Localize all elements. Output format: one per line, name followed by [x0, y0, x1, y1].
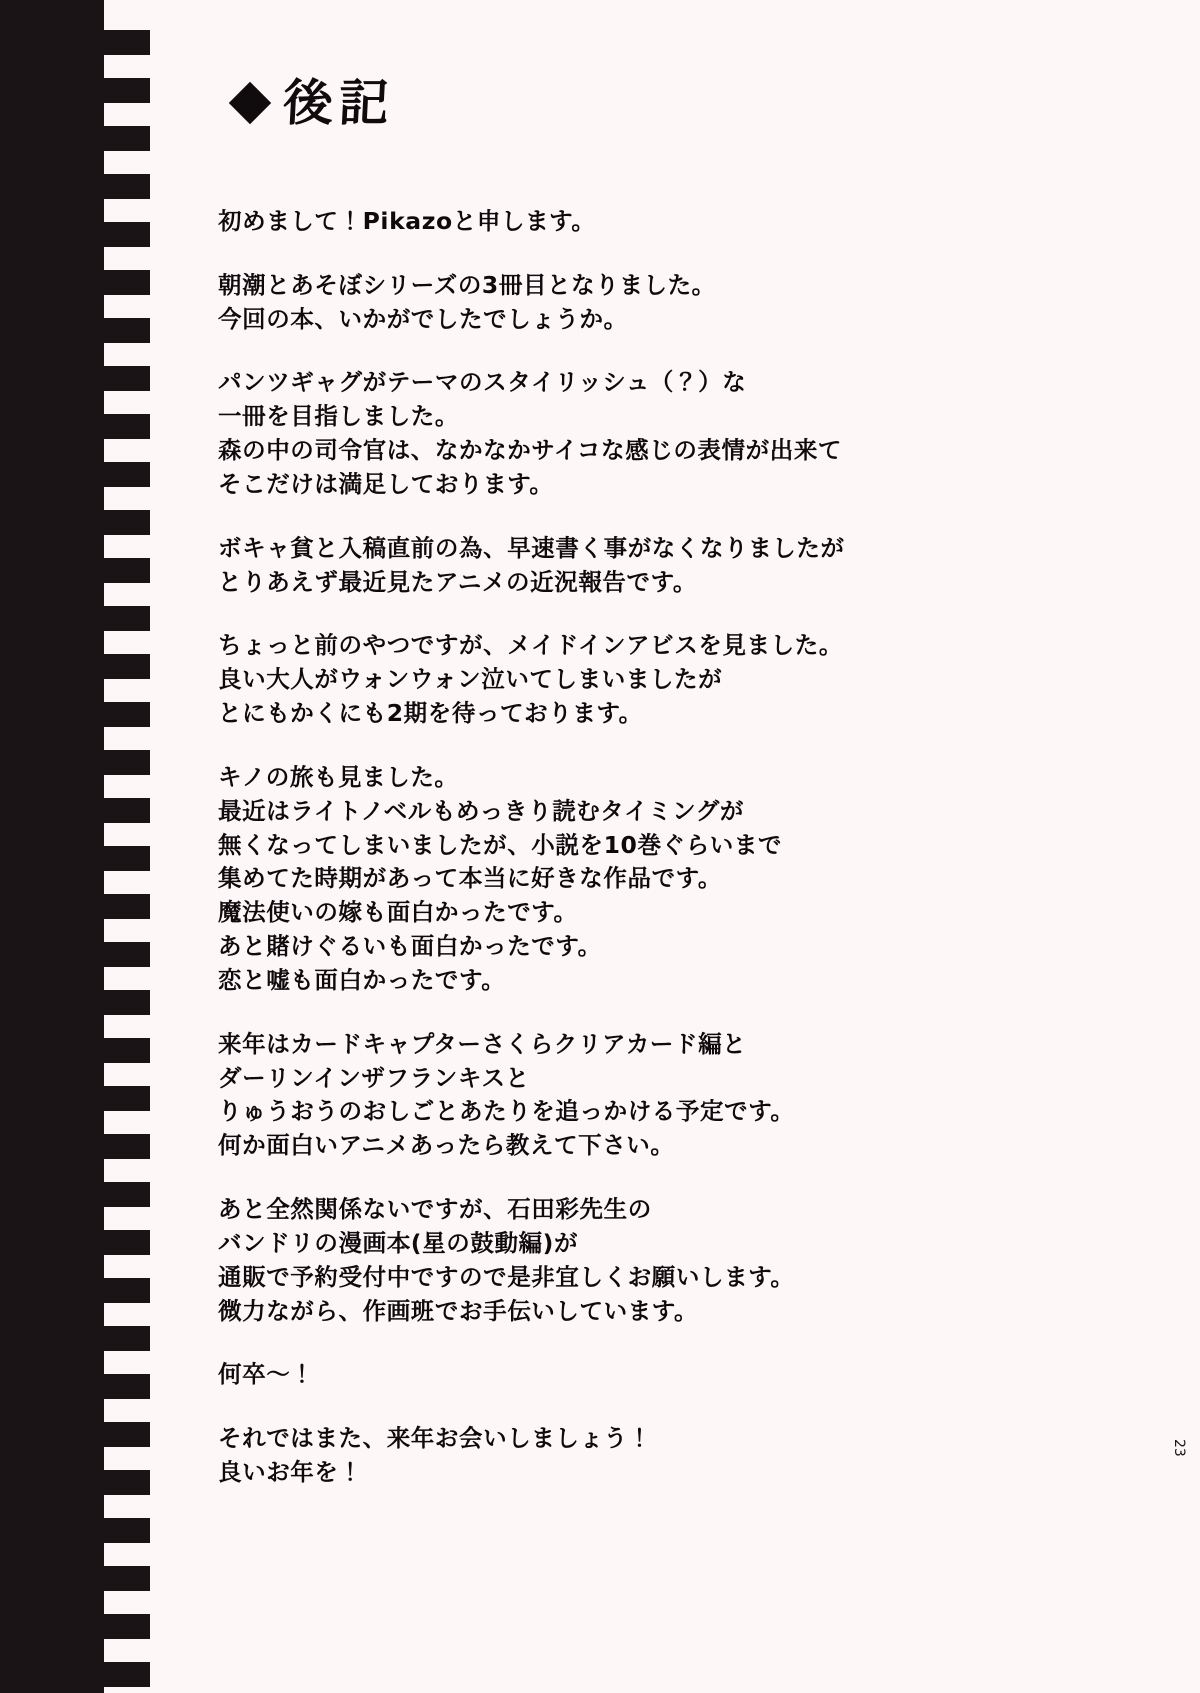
- tooth-mark: [104, 894, 150, 919]
- paragraph: [218, 205, 1118, 239]
- tooth-mark: [104, 318, 150, 343]
- paragraph: [218, 629, 1118, 730]
- section-heading: [235, 74, 397, 132]
- diamond-bullet-icon: [229, 82, 271, 124]
- paragraph: [218, 269, 1118, 337]
- tooth-mark: [104, 1566, 150, 1591]
- tooth-mark: [104, 1230, 150, 1255]
- tooth-mark: [104, 1278, 150, 1303]
- text-line: 今回の本、いかがでしたでしょうか。: [218, 304, 628, 333]
- tooth-mark: [104, 1614, 150, 1639]
- text-line: 初めまして！Pikazoと申します。: [218, 207, 596, 235]
- tooth-mark: [104, 654, 150, 679]
- text-line: 最近はライトノベルもめっきり読むタイミングが: [218, 796, 744, 825]
- tooth-mark: [104, 1422, 150, 1447]
- text-line: とにもかくにも2期を待っております。: [218, 699, 643, 728]
- text-line: あと全然関係ないですが、石田彩先生の: [218, 1195, 652, 1224]
- paragraph: [218, 1028, 1118, 1163]
- left-black-gutter: [0, 0, 104, 1693]
- tooth-mark: [104, 750, 150, 775]
- decorative-teeth-strip: [104, 0, 150, 1693]
- tooth-mark: [104, 1038, 150, 1063]
- page-number: 23: [1171, 1439, 1187, 1457]
- tooth-mark: [104, 990, 150, 1015]
- tooth-mark: [104, 30, 150, 55]
- tooth-mark: [104, 558, 150, 583]
- tooth-mark: [104, 1182, 150, 1207]
- paragraph: [218, 532, 1118, 600]
- text-line: とりあえず最近見たアニメの近況報告です。: [218, 567, 697, 596]
- paragraph: [218, 761, 1118, 998]
- tooth-mark: [104, 414, 150, 439]
- text-line: キノの旅も見ました。: [218, 762, 459, 791]
- text-line: 森の中の司令官は、なかなかサイコな感じの表情が出来て: [218, 436, 843, 465]
- tooth-mark: [104, 222, 150, 247]
- tooth-mark: [104, 1326, 150, 1351]
- tooth-mark: [104, 126, 150, 151]
- text-line: 恋と嘘も面白かったです。: [218, 965, 506, 994]
- text-line: ちょっと前のやつですが、メイドインアビスを見ました。: [218, 631, 843, 660]
- tooth-mark: [104, 846, 150, 871]
- text-line: 何卒〜！: [218, 1360, 315, 1389]
- text-line: 魔法使いの嫁も面白かったです。: [218, 898, 578, 927]
- tooth-mark: [104, 702, 150, 727]
- tooth-mark: [104, 606, 150, 631]
- tooth-mark: [104, 462, 150, 487]
- text-line: 通販で予約受付中ですので是非宜しくお願いします。: [218, 1262, 795, 1291]
- text-line: 良いお年を！: [218, 1458, 363, 1487]
- text-line: 朝潮とあそぼシリーズの3冊目となりました。: [218, 270, 716, 299]
- text-line: ダーリンインザフランキスと: [218, 1063, 530, 1092]
- paragraph: [218, 1193, 1118, 1328]
- page-content: [150, 0, 1200, 1693]
- text-line: 何か面白いアニメあったら教えて下さい。: [218, 1131, 675, 1160]
- tooth-mark: [104, 1374, 150, 1399]
- text-line: バンドリの漫画本(星の鼓動編)が: [218, 1228, 579, 1257]
- text-line: それではまた、来年お会いしましょう！: [218, 1424, 652, 1453]
- tooth-mark: [104, 1134, 150, 1159]
- page-title: 後記: [281, 74, 397, 132]
- tooth-mark: [104, 1518, 150, 1543]
- text-line: 良い大人がウォンウォン泣いてしまいましたが: [218, 665, 723, 694]
- text-line: りゅうおうのおしごとあたりを追っかける予定です。: [218, 1097, 795, 1126]
- tooth-mark: [104, 1470, 150, 1495]
- tooth-mark: [104, 942, 150, 967]
- text-line: 無くなってしまいましたが、小説を10巻ぐらいまで: [218, 830, 783, 859]
- tooth-mark: [104, 78, 150, 103]
- text-line: パンツギャグがテーマのスタイリッシュ（？）な: [218, 368, 747, 397]
- tooth-mark: [104, 366, 150, 391]
- tooth-mark: [104, 798, 150, 823]
- tooth-mark: [104, 174, 150, 199]
- tooth-mark: [104, 270, 150, 295]
- text-line: ボキャ貧と入稿直前の為、早速書く事がなくなりましたが: [218, 533, 845, 562]
- text-line: あと賭けぐるいも面白かったです。: [218, 932, 602, 961]
- paragraph: [218, 1358, 1118, 1392]
- afterword-body: [218, 205, 1118, 1520]
- text-line: 集めてた時期があって本当に好きな作品です。: [218, 864, 722, 893]
- text-line: そこだけは満足しております。: [218, 469, 554, 498]
- text-line: 微力ながら、作画班でお手伝いしています。: [218, 1296, 699, 1325]
- text-line: 来年はカードキャプターさくらクリアカード編と: [218, 1029, 747, 1058]
- paragraph: [218, 1422, 1118, 1490]
- tooth-mark: [104, 510, 150, 535]
- tooth-mark: [104, 1662, 150, 1687]
- tooth-mark: [104, 1086, 150, 1111]
- text-line: 一冊を目指しました。: [218, 402, 459, 431]
- paragraph: [218, 366, 1118, 501]
